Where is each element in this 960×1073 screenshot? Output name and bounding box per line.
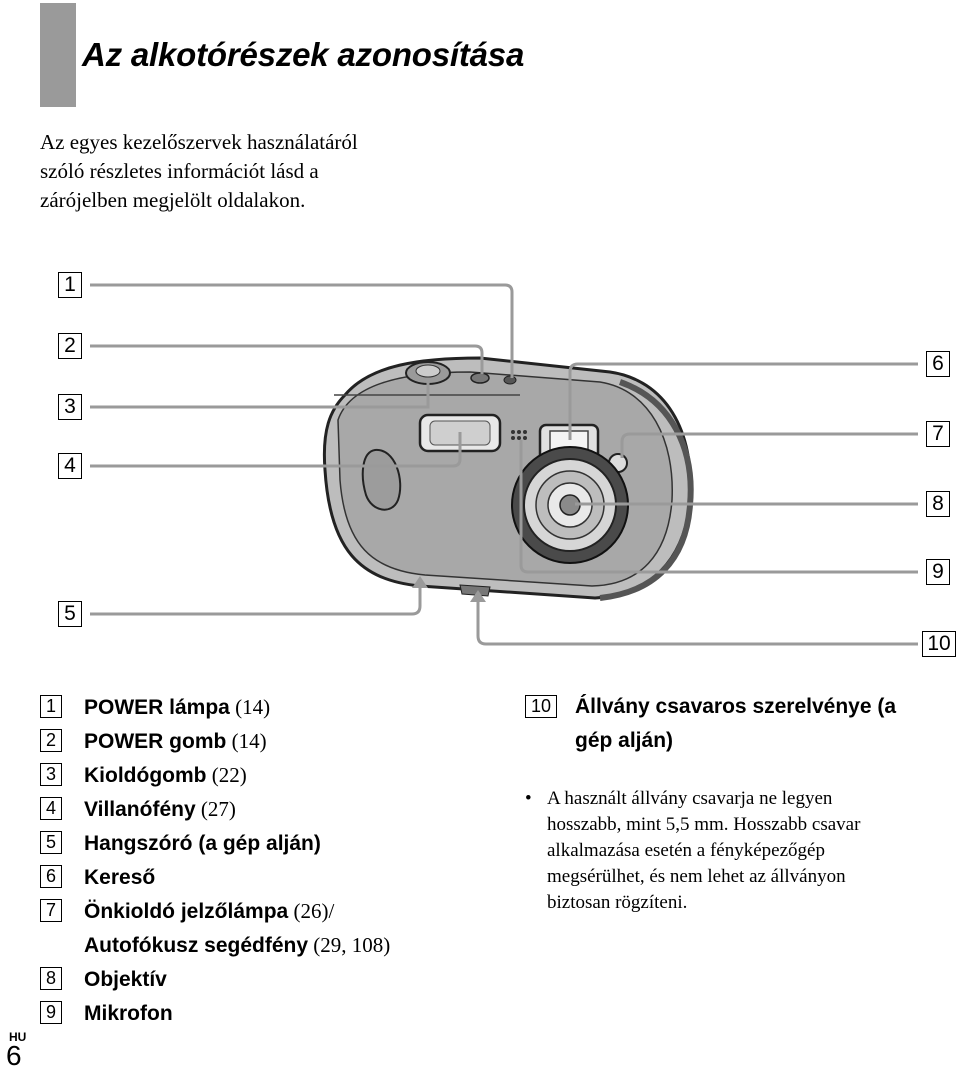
list-item (40, 724, 500, 758)
callout-8: 8 (926, 491, 950, 517)
item-label: Objektív (84, 968, 167, 991)
list-item (525, 690, 945, 758)
intro-line: szóló részletes információt lásd a (40, 159, 319, 183)
item-label: gép alján) (575, 729, 674, 752)
page-ref: (14) (229, 695, 271, 719)
callout-10: 10 (922, 631, 956, 657)
list-item (40, 792, 500, 826)
note-line: hosszabb, mint 5,5 mm. Hosszabb csavar (547, 814, 861, 835)
item-label: Hangszóró (a gép alján) (84, 832, 321, 855)
list-item (40, 690, 500, 724)
item-number: 6 (40, 865, 62, 888)
list-item (40, 894, 500, 928)
page-ref: (26)/ (288, 899, 335, 923)
item-number: 8 (40, 967, 62, 990)
callout-7: 7 (926, 421, 950, 447)
page-number: 6 (6, 1040, 22, 1071)
list-item (40, 826, 500, 860)
list-item (40, 860, 500, 894)
item-number: 4 (40, 797, 62, 820)
item-label: Állvány csavaros szerelvénye (a (575, 695, 897, 718)
item-number: 9 (40, 1001, 62, 1024)
callout-9: 9 (926, 559, 950, 585)
note-line: A használt állvány csavarja ne legyen (547, 788, 833, 809)
page-ref: (14) (226, 729, 267, 753)
tripod-note (525, 786, 945, 916)
item-number: 1 (40, 695, 62, 718)
item-number: 5 (40, 831, 62, 854)
callout-5: 5 (58, 601, 82, 627)
note-line: megsérülhet, és nem lehet az állványon (547, 866, 846, 887)
item-label: POWER lámpa (84, 696, 230, 719)
item-label: Mikrofon (84, 1002, 173, 1025)
callout-1: 1 (58, 272, 82, 298)
page-ref: (27) (195, 797, 236, 821)
intro-line: zárójelben megjelölt oldalakon. (40, 188, 306, 212)
list-item (40, 996, 500, 1030)
callout-4: 4 (58, 453, 82, 479)
camera-illustration (324, 358, 690, 598)
item-label: Kioldógomb (84, 764, 207, 787)
callout-3: 3 (58, 394, 82, 420)
note-line: biztosan rögzíteni. (547, 892, 688, 913)
parts-list (40, 690, 500, 1030)
tripod-section (525, 690, 945, 916)
page-ref: (29, 108) (308, 933, 391, 957)
bullet: • (525, 788, 532, 809)
list-item (40, 758, 500, 792)
item-label: POWER gomb (84, 730, 227, 753)
list-item (40, 962, 500, 996)
item-label: Kereső (84, 866, 156, 889)
list-item-continuation (40, 928, 500, 962)
item-label: Villanófény (84, 798, 196, 821)
intro-line: Az egyes kezelőszervek használatáról (40, 130, 358, 154)
page-ref: (22) (206, 763, 247, 787)
note-line: alkalmazása esetén a fényképezőgép (547, 840, 825, 861)
language-code: HU (9, 1030, 27, 1044)
item-number: 7 (40, 899, 62, 922)
callout-6: 6 (926, 351, 950, 377)
page-title: Az alkotórészek azonosítása (82, 36, 525, 73)
callout-2: 2 (58, 333, 82, 359)
item-label: Autofókusz segédfény (84, 934, 309, 957)
item-number: 2 (40, 729, 62, 752)
item-label: Önkioldó jelzőlámpa (84, 900, 289, 923)
item-number: 10 (525, 695, 557, 718)
item-number: 3 (40, 763, 62, 786)
